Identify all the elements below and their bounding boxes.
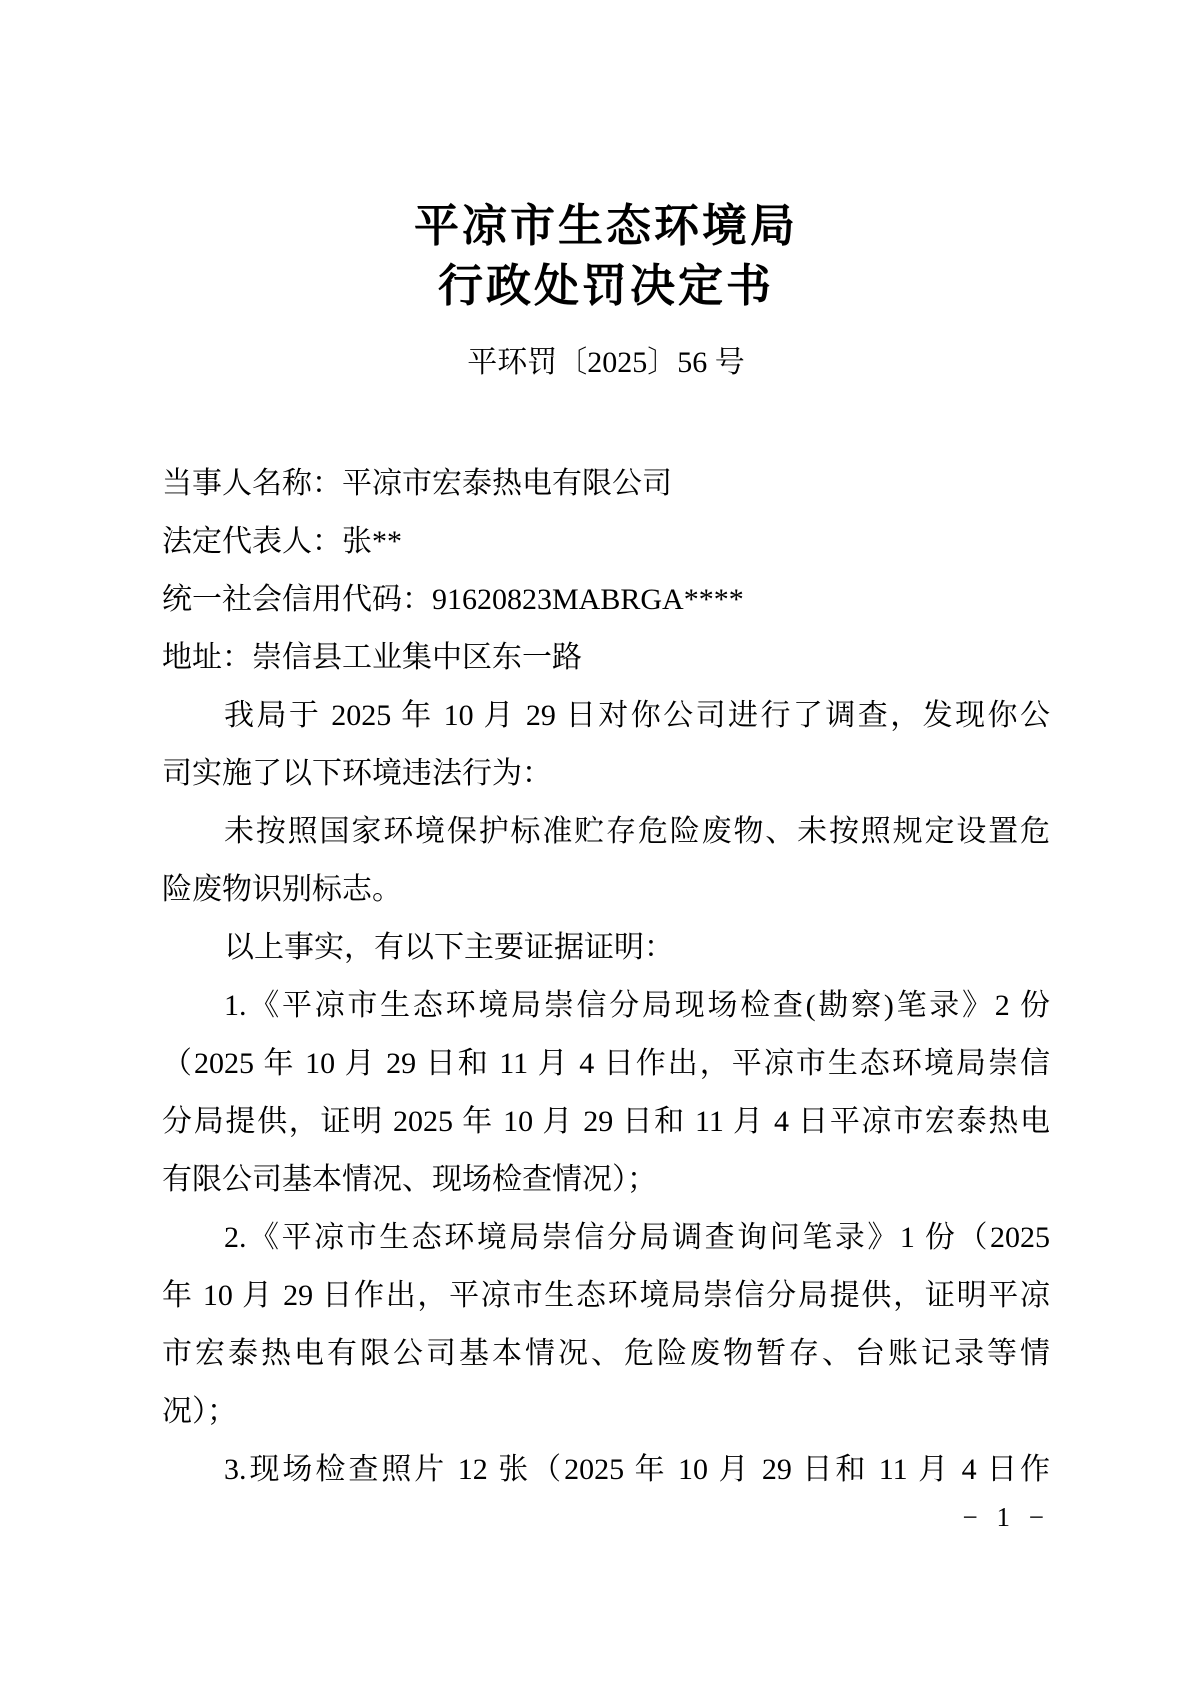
body-line-evidence-intro: 以上事实，有以下主要证据证明： [224, 931, 674, 964]
document-number: 平环罚〔2025〕56 号 [467, 346, 745, 379]
body-line-investigation-2: 司实施了以下环境违法行为： [162, 757, 552, 790]
document-title-agency: 平凉市生态环境局 [413, 201, 798, 251]
body-line-evidence2-1: 2.《平凉市生态环境局崇信分局调查询问笔录》1 份（2025 [224, 1221, 1050, 1254]
body-line-violation-2: 险废物识别标志。 [162, 873, 402, 906]
body-line-legal-rep: 法定代表人：张** [162, 525, 402, 558]
body-line-evidence2-3: 市宏泰热电有限公司基本情况、危险废物暂存、台账记录等情 [162, 1337, 1050, 1370]
body-line-evidence1-4: 有限公司基本情况、现场检查情况）； [162, 1163, 657, 1196]
page-number: − 1 − [962, 1502, 1050, 1532]
body-line-evidence2-4: 况）； [162, 1395, 237, 1428]
body-line-party-name: 当事人名称：平凉市宏泰热电有限公司 [162, 467, 672, 500]
document-title-type: 行政处罚决定书 [437, 261, 774, 311]
body-line-credit-code: 统一社会信用代码：91620823MABRGA**** [162, 583, 744, 616]
body-line-violation-1: 未按照国家环境保护标准贮存危险废物、未按照规定设置危 [224, 815, 1050, 848]
body-line-evidence1-2: （2025 年 10 月 29 日和 11 月 4 日作出，平凉市生态环境局崇信 [162, 1047, 1050, 1080]
body-line-evidence3-1: 3.现场检查照片 12 张（2025 年 10 月 29 日和 11 月 4 日作 [224, 1453, 1050, 1486]
body-line-evidence1-3: 分局提供，证明 2025 年 10 月 29 日和 11 月 4 日平凉市宏泰热电 [162, 1105, 1050, 1138]
document-body [162, 455, 1050, 1499]
body-line-investigation-1: 我局于 2025 年 10 月 29 日对你公司进行了调查，发现你公 [224, 699, 1050, 732]
body-line-evidence2-2: 年 10 月 29 日作出，平凉市生态环境局崇信分局提供，证明平凉 [162, 1279, 1050, 1312]
document-title [162, 196, 1050, 316]
body-line-address: 地址：崇信县工业集中区东一路 [162, 641, 582, 674]
body-line-evidence1-1: 1.《平凉市生态环境局崇信分局现场检查(勘察)笔录》2 份 [224, 989, 1050, 1022]
